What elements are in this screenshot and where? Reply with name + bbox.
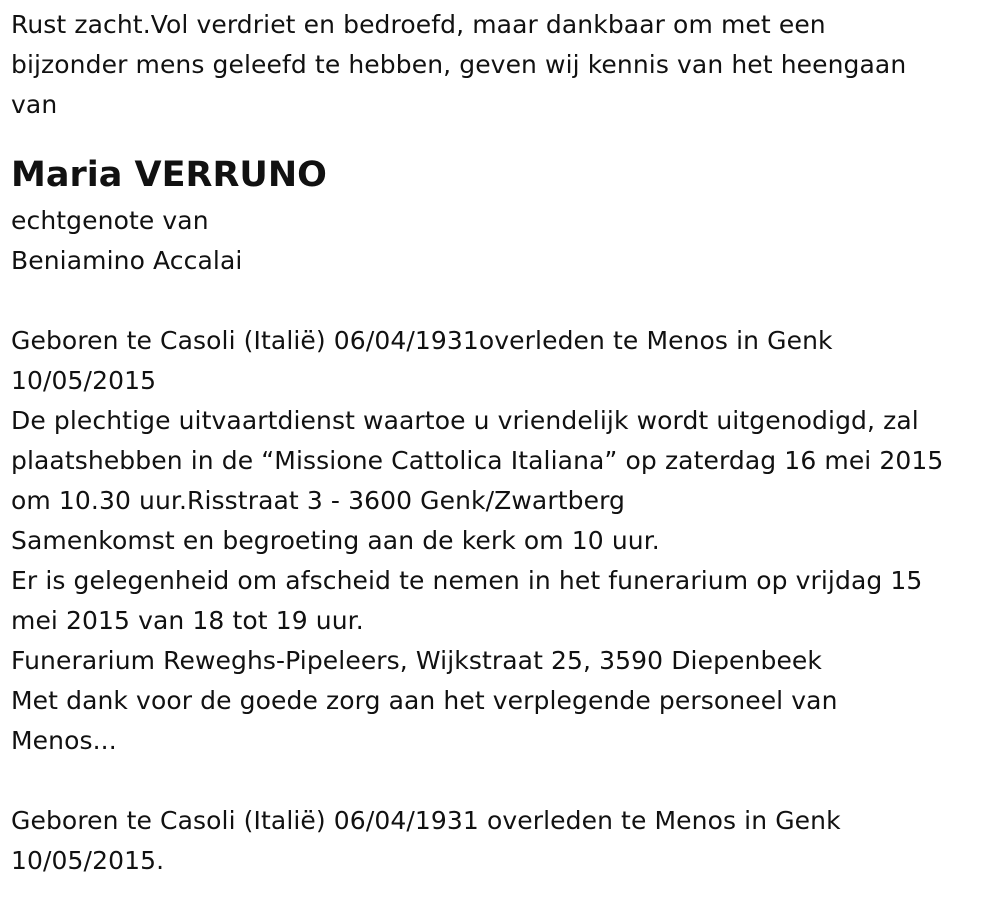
spacer xyxy=(11,125,996,151)
closing-paragraph xyxy=(11,801,996,881)
details-line: Geboren te Casoli (Italië) 06/04/1931overleden te Menos in Genk xyxy=(11,326,833,355)
details-line: Funerarium Reweghs-Pipeleers, Wijkstraat 25, 3590 Diepenbeek xyxy=(11,646,822,675)
obituary-notice xyxy=(11,5,996,881)
intro-line: bijzonder mens geleefd te hebben, geven wij kennis van het heengaan xyxy=(11,50,907,79)
closing-line: 10/05/2015. xyxy=(11,846,165,875)
intro-paragraph xyxy=(11,5,996,125)
spouse-name: Beniamino Accalai xyxy=(11,246,243,275)
details-line: De plechtige uitvaartdienst waartoe u vriendelijk wordt uitgenodigd, zal xyxy=(11,406,919,435)
details-line: plaatshebben in de “Missione Cattolica Italiana” op zaterdag 16 mei 2015 xyxy=(11,446,944,475)
deceased-name: Maria VERRUNO xyxy=(11,155,327,195)
details-line: 10/05/2015 xyxy=(11,366,157,395)
details-line: Menos... xyxy=(11,726,117,755)
details-line: om 10.30 uur.Risstraat 3 - 3600 Genk/Zwartberg xyxy=(11,486,625,515)
spacer xyxy=(11,761,996,801)
closing-line: Geboren te Casoli (Italië) 06/04/1931 overleden te Menos in Genk xyxy=(11,806,841,835)
details-line: Er is gelegenheid om afscheid te nemen in het funerarium op vrijdag 15 xyxy=(11,566,923,595)
details-paragraph xyxy=(11,321,996,761)
details-line: Met dank voor de goede zorg aan het verplegende personeel van xyxy=(11,686,838,715)
relation-text: echtgenote van xyxy=(11,206,209,235)
spacer xyxy=(11,281,996,321)
intro-line: van xyxy=(11,90,58,119)
deceased-block xyxy=(11,151,996,281)
details-line: mei 2015 van 18 tot 19 uur. xyxy=(11,606,364,635)
details-line: Samenkomst en begroeting aan de kerk om 10 uur. xyxy=(11,526,660,555)
intro-line: Rust zacht.Vol verdriet en bedroefd, maar dankbaar om met een xyxy=(11,10,826,39)
